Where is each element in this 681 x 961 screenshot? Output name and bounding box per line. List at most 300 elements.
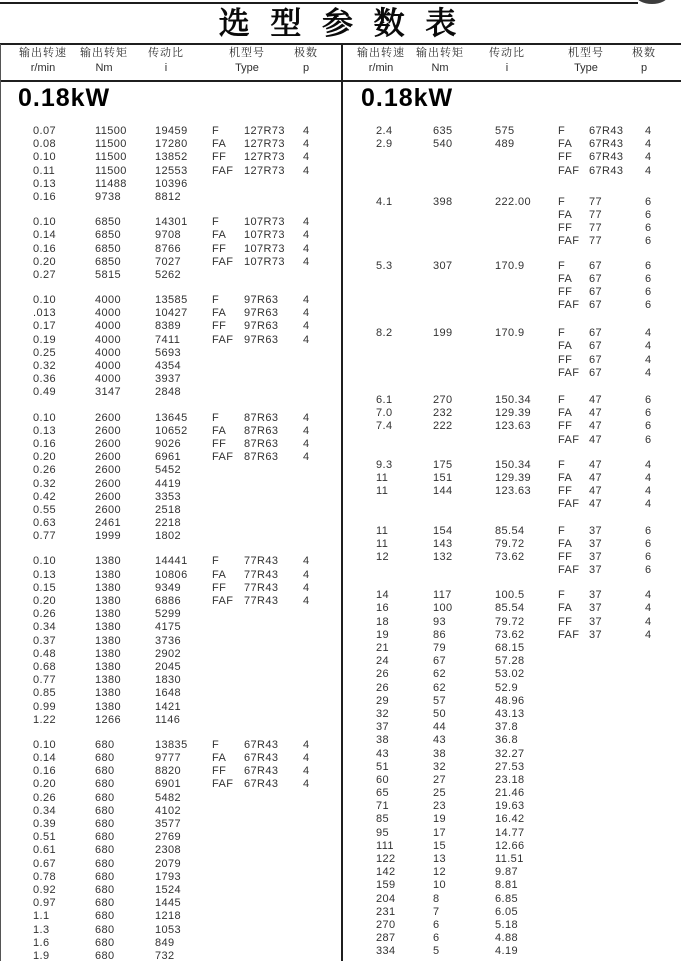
- output-torque-cell: 1380: [95, 621, 122, 634]
- output-torque-cell: 1380: [95, 687, 122, 700]
- table-row: [343, 945, 681, 958]
- row-group: [343, 525, 681, 578]
- output-speed-cell: 29: [376, 694, 390, 707]
- output-torque-cell: 2600: [95, 503, 122, 516]
- output-torque-cell: 9738: [95, 190, 122, 203]
- output-speed-cell: 111: [376, 839, 394, 852]
- output-torque-cell: 11500: [95, 138, 127, 151]
- type-model-cell: 107R73: [244, 216, 285, 229]
- row-group: [343, 589, 681, 958]
- output-torque-cell: 222: [433, 420, 453, 433]
- type-code-cell: FAF: [212, 595, 234, 607]
- output-torque-cell: 1380: [95, 700, 122, 713]
- output-speed-cell: 0.20: [33, 451, 57, 464]
- output-torque-cell: 11500: [95, 164, 127, 177]
- output-speed-cell: 0.13: [33, 177, 57, 190]
- ratio-cell: 36.8: [495, 734, 519, 747]
- table-row: [343, 299, 681, 312]
- type-model-cell: 67: [589, 353, 603, 366]
- table-row: [343, 800, 681, 813]
- type-model-cell: 77: [589, 235, 603, 248]
- ratio-cell: 1802: [155, 530, 182, 543]
- ratio-cell: 4.88: [495, 932, 519, 945]
- output-torque-cell: 5: [433, 945, 440, 958]
- ratio-cell: 85.54: [495, 602, 525, 615]
- output-speed-cell: 0.15: [33, 581, 57, 594]
- output-speed-cell: 0.16: [33, 765, 57, 778]
- ratio-cell: 79.72: [495, 615, 525, 628]
- type-code-cell: FAF: [558, 366, 580, 379]
- table-row: [0, 661, 341, 674]
- output-speed-cell: 0.68: [33, 660, 57, 673]
- output-speed-cell: 37: [376, 721, 390, 734]
- ratio-cell: 13852: [155, 151, 188, 164]
- table-row: [0, 884, 341, 897]
- type-model-cell: 107R73: [244, 242, 285, 255]
- type-model-cell: 97R63: [244, 333, 279, 346]
- table-row: [343, 434, 681, 447]
- output-speed-cell: 0.99: [33, 700, 57, 713]
- type-model-cell: 67: [589, 259, 603, 272]
- ratio-cell: 1524: [155, 883, 182, 896]
- type-code-cell: FAF: [212, 778, 234, 791]
- row-group: [0, 216, 341, 282]
- type-code-cell: FF: [558, 485, 573, 498]
- type-code-cell: FA: [212, 568, 227, 581]
- ratio-cell: 1421: [155, 700, 182, 713]
- poles-cell: 6: [645, 550, 652, 563]
- output-speed-cell: 142: [376, 866, 396, 879]
- table-row: [0, 910, 341, 923]
- output-torque-cell: 680: [95, 923, 115, 936]
- left-data-groups: [0, 125, 341, 961]
- poles-cell: 4: [303, 138, 310, 151]
- row-group: [343, 260, 681, 313]
- output-speed-cell: 65: [376, 787, 390, 800]
- poles-cell: 4: [303, 320, 310, 333]
- poles-cell: 4: [645, 628, 652, 641]
- output-torque-cell: 38: [433, 747, 447, 760]
- output-speed-cell: 24: [376, 655, 390, 668]
- output-speed-cell: 32: [376, 707, 390, 720]
- poles-cell: 6: [645, 259, 652, 272]
- ratio-cell: 575: [495, 125, 515, 137]
- table-row: [0, 517, 341, 530]
- ratio-cell: 170.9: [495, 259, 525, 272]
- output-torque-cell: 6850: [95, 255, 122, 268]
- output-torque-cell: 540: [433, 138, 453, 151]
- poles-cell: 4: [645, 471, 652, 484]
- table-row: [0, 373, 341, 386]
- ratio-cell: 6901: [155, 778, 182, 791]
- type-model-cell: 67R43: [589, 138, 624, 151]
- poles-cell: 4: [303, 765, 310, 778]
- type-code-cell: F: [558, 394, 566, 406]
- ratio-cell: 73.62: [495, 550, 525, 563]
- table-row: [343, 538, 681, 551]
- output-speed-cell: 0.10: [33, 555, 57, 568]
- table-row: [343, 407, 681, 420]
- ratio-cell: 9026: [155, 437, 182, 450]
- output-torque-cell: 199: [433, 327, 453, 340]
- table-row: [0, 924, 341, 937]
- poles-cell: 4: [645, 458, 652, 471]
- table-row: [0, 360, 341, 373]
- ratio-cell: 7411: [155, 333, 181, 346]
- type-code-cell: F: [212, 738, 220, 751]
- table-row: [343, 642, 681, 655]
- scan-artifact-dot: [636, 0, 668, 4]
- type-model-cell: 97R63: [244, 320, 279, 333]
- output-speed-cell: 2.4: [376, 125, 393, 137]
- poles-cell: 4: [303, 778, 310, 791]
- output-torque-cell: 57: [433, 694, 447, 707]
- output-torque-cell: 2600: [95, 490, 122, 503]
- type-model-cell: 67: [589, 366, 603, 379]
- ratio-cell: 8.81: [495, 879, 519, 892]
- ratio-cell: 9349: [155, 581, 182, 594]
- output-torque-cell: 1380: [95, 555, 122, 568]
- table-row: [343, 327, 681, 340]
- table-row: [0, 243, 341, 256]
- type-model-cell: 107R73: [244, 229, 285, 242]
- output-torque-cell: 1380: [95, 660, 122, 673]
- ratio-cell: 37.8: [495, 721, 519, 734]
- output-torque-cell: 79: [433, 642, 447, 654]
- poles-cell: 4: [303, 242, 310, 255]
- output-speed-cell: .013: [33, 307, 57, 320]
- ratio-cell: 73.62: [495, 628, 525, 641]
- output-speed-cell: 7.0: [376, 407, 393, 420]
- right-data-groups: [343, 125, 681, 959]
- output-speed-cell: 0.32: [33, 477, 57, 490]
- ratio-cell: 2218: [155, 517, 182, 530]
- type-code-cell: FAF: [212, 333, 234, 346]
- type-code-cell: FF: [212, 437, 227, 450]
- ratio-cell: 10652: [155, 424, 188, 437]
- ratio-cell: 13645: [155, 411, 188, 424]
- output-torque-cell: 1380: [95, 647, 122, 660]
- output-speed-cell: 0.55: [33, 503, 57, 516]
- output-torque-cell: 32: [433, 760, 447, 773]
- type-model-cell: 47: [589, 498, 603, 511]
- output-speed-cell: 0.85: [33, 687, 57, 700]
- table-row: [343, 893, 681, 906]
- output-speed-cell: 12: [376, 550, 390, 563]
- table-row: [343, 774, 681, 787]
- type-model-cell: 67: [589, 340, 603, 353]
- table-row: [0, 229, 341, 242]
- type-code-cell: FAF: [558, 235, 580, 248]
- table-row: [343, 813, 681, 826]
- poles-cell: 4: [303, 255, 310, 268]
- table-row: [0, 858, 341, 871]
- output-torque-cell: 144: [433, 485, 453, 498]
- ratio-cell: 150.34: [495, 458, 532, 471]
- top-border-line: [0, 2, 638, 4]
- table-row: [343, 485, 681, 498]
- output-speed-cell: 0.26: [33, 464, 57, 477]
- type-code-cell: FAF: [212, 451, 234, 464]
- table-row: [0, 714, 341, 727]
- output-torque-cell: 680: [95, 949, 115, 961]
- type-model-cell: 67: [589, 272, 603, 285]
- output-speed-cell: 0.63: [33, 517, 57, 530]
- table-row: [0, 165, 341, 178]
- table-row: [0, 178, 341, 191]
- output-torque-cell: 680: [95, 804, 115, 817]
- output-speed-cell: 43: [376, 747, 390, 760]
- output-speed-cell: 0.36: [33, 373, 57, 386]
- output-speed-cell: 0.34: [33, 621, 57, 634]
- output-torque-cell: 2600: [95, 437, 122, 450]
- table-row: [0, 256, 341, 269]
- output-speed-cell: 204: [376, 892, 396, 905]
- ratio-cell: 68.15: [495, 642, 525, 654]
- ratio-cell: 4354: [155, 360, 182, 372]
- output-torque-cell: 12: [433, 866, 447, 879]
- type-model-cell: 47: [589, 433, 603, 446]
- poles-cell: 4: [303, 164, 310, 177]
- type-code-cell: F: [558, 524, 566, 537]
- poles-cell: 4: [645, 602, 652, 615]
- output-speed-cell: 0.49: [33, 386, 57, 399]
- type-code-cell: FF: [558, 550, 573, 563]
- output-torque-cell: 1380: [95, 608, 122, 621]
- ratio-cell: 123.63: [495, 485, 532, 498]
- table-row: [343, 906, 681, 919]
- poles-cell: 6: [645, 407, 652, 420]
- type-code-cell: F: [558, 195, 566, 208]
- type-code-cell: FF: [558, 222, 573, 235]
- page-title: 选 型 参 数 表: [218, 6, 463, 41]
- table-row: [343, 655, 681, 668]
- output-speed-cell: 270: [376, 918, 396, 931]
- poles-cell: 4: [645, 340, 652, 353]
- output-speed-cell: 231: [376, 905, 396, 918]
- output-torque-cell: 6: [433, 918, 440, 931]
- output-torque-cell: 680: [95, 791, 115, 804]
- table-row: [343, 196, 681, 209]
- output-speed-cell: 0.13: [33, 424, 57, 437]
- type-model-cell: 77R43: [244, 581, 279, 594]
- poles-cell: 4: [303, 752, 310, 765]
- output-speed-cell: 0.77: [33, 530, 57, 543]
- row-group: [343, 196, 681, 249]
- output-torque-cell: 11500: [95, 125, 127, 137]
- type-model-cell: 87R63: [244, 411, 279, 424]
- type-model-cell: 87R63: [244, 437, 279, 450]
- table-row: [343, 919, 681, 932]
- ratio-cell: 170.9: [495, 327, 525, 340]
- type-model-cell: 87R63: [244, 424, 279, 437]
- ratio-cell: 3353: [155, 490, 182, 503]
- ratio-cell: 6.85: [495, 892, 519, 905]
- table-row: [0, 438, 341, 451]
- ratio-cell: 32.27: [495, 747, 525, 760]
- type-model-cell: 47: [589, 485, 603, 498]
- type-code-cell: FAF: [558, 164, 580, 177]
- output-torque-cell: 19: [433, 813, 447, 826]
- table-row: [343, 354, 681, 367]
- ratio-cell: 8766: [155, 242, 182, 255]
- output-speed-cell: 0.37: [33, 634, 57, 647]
- table-row: [0, 216, 341, 229]
- output-torque-cell: 15: [433, 839, 447, 852]
- type-code-cell: FA: [558, 602, 573, 615]
- poles-cell: 6: [645, 222, 652, 235]
- ratio-cell: 1648: [155, 687, 182, 700]
- output-speed-cell: 0.10: [33, 216, 57, 229]
- type-code-cell: FA: [212, 752, 227, 765]
- table-row: [343, 708, 681, 721]
- table-row: [0, 294, 341, 307]
- table-row: [343, 853, 681, 866]
- type-model-cell: 77: [589, 208, 603, 221]
- output-torque-cell: 17: [433, 826, 447, 839]
- table-row: [343, 138, 681, 151]
- table-row: [343, 721, 681, 734]
- ratio-cell: 2079: [155, 857, 182, 870]
- type-code-cell: F: [212, 216, 220, 229]
- output-speed-cell: 0.77: [33, 674, 57, 687]
- type-model-cell: 67R43: [244, 765, 279, 778]
- table-row: [0, 608, 341, 621]
- output-torque-cell: 6850: [95, 242, 122, 255]
- table-row: [343, 273, 681, 286]
- table-row: [0, 792, 341, 805]
- output-speed-cell: 18: [376, 615, 390, 628]
- output-speed-cell: 0.92: [33, 883, 57, 896]
- ratio-cell: 3736: [155, 634, 182, 647]
- poles-cell: 4: [303, 151, 310, 164]
- output-torque-cell: 2600: [95, 477, 122, 490]
- table-row: [0, 648, 341, 661]
- output-speed-cell: 0.26: [33, 608, 57, 621]
- ratio-cell: 3577: [155, 818, 182, 830]
- output-speed-cell: 0.42: [33, 490, 57, 503]
- type-model-cell: 67: [589, 327, 603, 340]
- output-torque-cell: 86: [433, 628, 447, 641]
- output-speed-cell: 0.13: [33, 568, 57, 581]
- output-speed-cell: 8.2: [376, 327, 393, 340]
- ratio-cell: 4102: [155, 804, 182, 817]
- type-code-cell: F: [558, 458, 566, 471]
- output-torque-cell: 67: [433, 655, 447, 668]
- ratio-cell: 14441: [155, 555, 188, 568]
- output-torque-cell: 2600: [95, 424, 122, 437]
- ratio-cell: 14.77: [495, 826, 525, 839]
- output-torque-cell: 13: [433, 853, 447, 865]
- poles-cell: 6: [645, 537, 652, 550]
- table-row: [0, 307, 341, 320]
- type-model-cell: 127R73: [244, 138, 285, 151]
- type-model-cell: 107R73: [244, 255, 285, 268]
- output-speed-cell: 11: [376, 485, 389, 498]
- output-torque-cell: 132: [433, 550, 453, 563]
- ratio-cell: 3937: [155, 373, 182, 386]
- output-speed-cell: 0.08: [33, 138, 57, 151]
- poles-cell: 6: [645, 195, 652, 208]
- output-torque-cell: 5815: [95, 268, 122, 281]
- table-row: [343, 787, 681, 800]
- poles-cell: 4: [645, 366, 652, 379]
- output-torque-cell: 44: [433, 721, 447, 734]
- table-row: [343, 734, 681, 747]
- type-code-cell: FF: [212, 151, 227, 164]
- type-code-cell: FF: [558, 615, 573, 628]
- ratio-cell: 53.02: [495, 668, 525, 681]
- power-rating-left: 0.18kW: [18, 84, 111, 112]
- type-model-cell: 97R63: [244, 307, 279, 320]
- output-speed-cell: 0.07: [33, 125, 57, 137]
- output-speed-cell: 85: [376, 813, 390, 826]
- table-row: [0, 269, 341, 282]
- output-speed-cell: 122: [376, 853, 396, 865]
- type-code-cell: FAF: [212, 164, 234, 177]
- type-code-cell: F: [212, 555, 220, 568]
- table-row: [343, 235, 681, 248]
- type-code-cell: FA: [212, 307, 227, 320]
- table-row: [343, 629, 681, 642]
- output-speed-cell: 7.4: [376, 420, 393, 433]
- table-row: [343, 525, 681, 538]
- type-model-cell: 67R43: [589, 125, 624, 137]
- output-speed-cell: 11: [376, 471, 389, 484]
- output-torque-cell: 1380: [95, 674, 122, 687]
- table-row: [343, 695, 681, 708]
- output-torque-cell: 4000: [95, 333, 122, 346]
- output-torque-cell: 4000: [95, 346, 122, 359]
- type-code-cell: FAF: [212, 255, 234, 268]
- table-row: [0, 674, 341, 687]
- table-row: [0, 897, 341, 910]
- table-row: [0, 191, 341, 204]
- output-torque-cell: 93: [433, 615, 447, 628]
- output-speed-cell: 287: [376, 932, 396, 945]
- type-model-cell: 47: [589, 407, 603, 420]
- ratio-cell: 5452: [155, 464, 182, 477]
- type-model-cell: 67: [589, 285, 603, 298]
- table-row: [343, 286, 681, 299]
- table-row: [0, 412, 341, 425]
- ratio-cell: 14301: [155, 216, 188, 229]
- poles-cell: 4: [303, 229, 310, 242]
- type-code-cell: FF: [212, 320, 227, 333]
- output-speed-cell: 26: [376, 681, 390, 694]
- table-row: [343, 761, 681, 774]
- type-model-cell: 67R43: [589, 164, 624, 177]
- ratio-cell: 2045: [155, 660, 182, 673]
- type-model-cell: 47: [589, 458, 603, 471]
- table-row: [343, 840, 681, 853]
- type-model-cell: 77: [589, 195, 603, 208]
- output-speed-cell: 0.20: [33, 778, 57, 791]
- table-row: [343, 340, 681, 353]
- output-speed-cell: 0.25: [33, 346, 57, 359]
- header-type: 机型号 Type: [568, 47, 604, 74]
- row-group: [0, 555, 341, 726]
- table-row: [343, 668, 681, 681]
- output-torque-cell: 6: [433, 932, 440, 945]
- output-speed-cell: 0.20: [33, 255, 57, 268]
- ratio-cell: 732: [155, 949, 175, 961]
- poles-cell: 4: [303, 333, 310, 346]
- ratio-cell: 4175: [155, 621, 182, 634]
- type-model-cell: 67R43: [244, 752, 279, 765]
- output-speed-cell: 0.51: [33, 831, 57, 844]
- type-code-cell: FF: [212, 765, 227, 778]
